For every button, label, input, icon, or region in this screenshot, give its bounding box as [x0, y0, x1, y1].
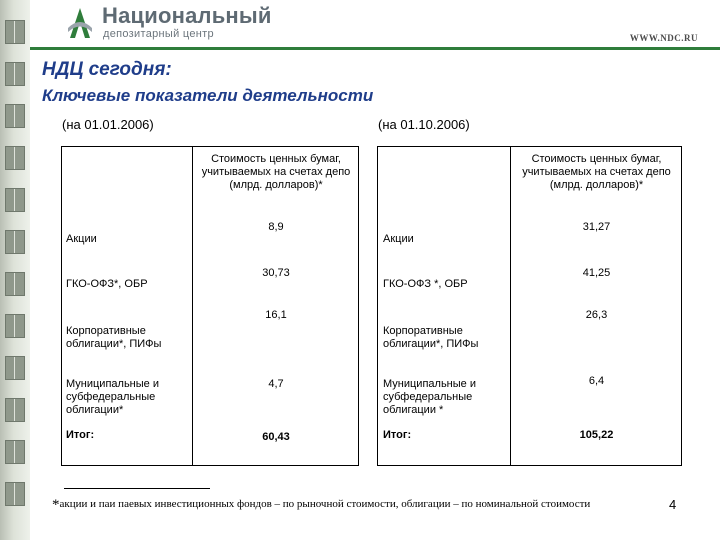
side-decoration — [0, 0, 30, 540]
window-shape — [5, 314, 25, 338]
header-divider — [30, 47, 720, 50]
row-value: 4,7 — [268, 378, 284, 390]
right-date-label: (на 01.10.2006) — [378, 117, 470, 132]
row-label: Корпоративные облигации*, ПИФы — [66, 325, 162, 350]
footnote-rule — [64, 488, 210, 489]
row-value: 16,1 — [265, 309, 287, 321]
logo-title: Национальный — [102, 3, 272, 28]
window-shape — [5, 104, 25, 128]
column-divider — [510, 147, 511, 465]
row-value: 6,4 — [588, 375, 605, 387]
slide-header — [30, 0, 720, 47]
window-shape — [5, 230, 25, 254]
page-number: 4 — [669, 497, 677, 512]
footnote — [52, 497, 590, 514]
window-shape — [5, 146, 25, 170]
window-shape — [5, 482, 25, 506]
total-value: 105,22 — [579, 429, 614, 441]
total-label: Итог: — [383, 429, 412, 441]
window-shape — [5, 398, 25, 422]
row-value: 30,73 — [262, 267, 290, 279]
row-label: Муниципальные и субфедеральные облигации * — [383, 378, 476, 416]
row-value: 41,25 — [582, 267, 611, 279]
row-label: ГКО-ОФЗ *, ОБР — [383, 278, 468, 290]
left-date-label: (на 01.01.2006) — [62, 117, 154, 132]
row-value: 26,3 — [585, 309, 608, 321]
row-label: Муниципальные и субфедеральные облигации* — [66, 378, 159, 416]
window-shape — [5, 20, 25, 44]
row-value: 31,27 — [582, 221, 611, 233]
row-label: Акции — [66, 233, 97, 245]
column-divider — [192, 147, 193, 465]
window-shape — [5, 272, 25, 296]
total-value: 60,43 — [262, 431, 290, 443]
page-title: НДЦ сегодня: — [42, 59, 172, 80]
window-shape — [5, 440, 25, 464]
column-header: Стоимость ценных бумаг, учитываемых на счетах депо (млрд. долларов)* — [522, 153, 671, 191]
column-header: Стоимость ценных бумаг, учитываемых на счетах депо (млрд. долларов)* — [201, 153, 351, 191]
page-subtitle: Ключевые показатели деятельности — [42, 86, 374, 105]
total-label: Итог: — [66, 429, 95, 441]
row-label: Акции — [383, 233, 414, 245]
window-shape — [5, 356, 25, 380]
footnote-marker: * — [52, 497, 60, 513]
ndc-logo-icon — [66, 4, 94, 42]
window-shape — [5, 188, 25, 212]
footnote-text: акции и паи паевых инвестиционных фондов – по рыночной стоимости, облигации – по номинальной стоимости — [59, 498, 591, 510]
row-label: ГКО-ОФЗ*, ОБР — [66, 278, 148, 290]
window-shape — [5, 62, 25, 86]
right-table — [377, 146, 682, 466]
logo-subtitle: депозитарный центр — [103, 28, 214, 40]
row-value: 8,9 — [268, 221, 284, 233]
left-table — [61, 146, 359, 466]
row-label: Корпоративные облигации*, ПИФы — [383, 325, 479, 350]
site-url: WWW.NDC.RU — [629, 33, 698, 43]
